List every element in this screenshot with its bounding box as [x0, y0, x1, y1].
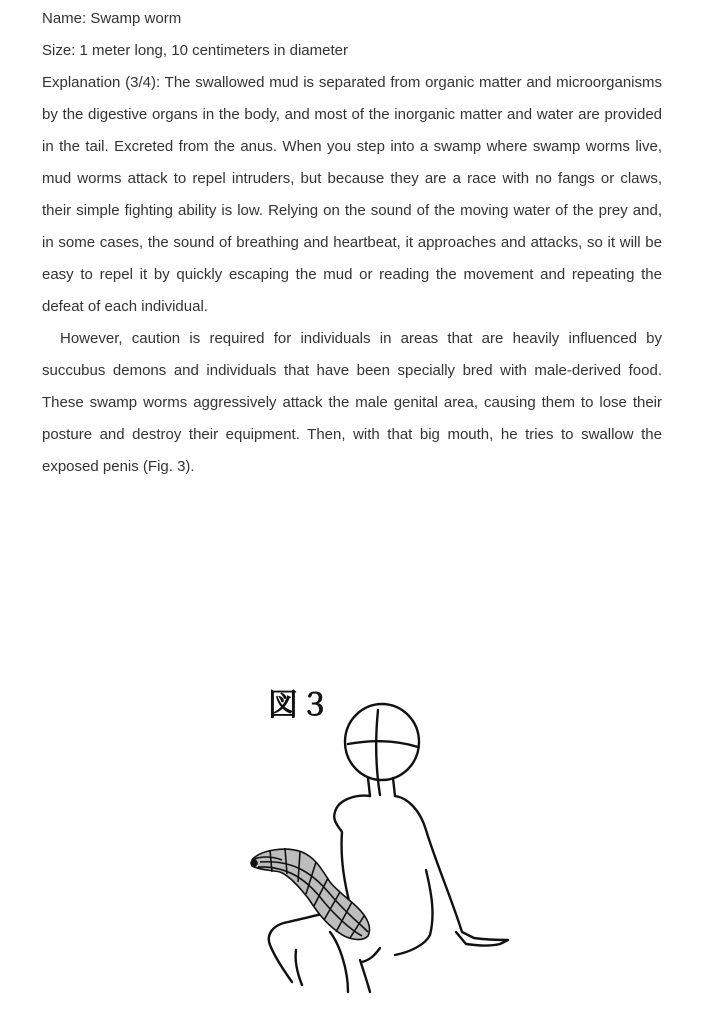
torso-left [334, 796, 370, 905]
figure-caption: 図３ [268, 688, 332, 723]
head-center-line [376, 710, 380, 795]
leg-back [330, 932, 348, 992]
torso-back [395, 870, 433, 955]
head-cross-line [348, 741, 418, 747]
size-line: Size: 1 meter long, 10 centimeters in diameter [42, 42, 348, 59]
document-body [42, 3, 662, 483]
swamp-worm [251, 848, 370, 939]
torso-right-arm [395, 796, 508, 946]
name-line: Name: Swamp worm [42, 10, 182, 27]
caution-paragraph: However, caution is required for individuals in areas that are heavily influenced by succubus demons and individuals that have been specially bred with male-derived food. These swamp worms aggressively attack the male genital area, causing them to lose their posture and destroy their equipment. Then, with that big mouth, he tries to swallow the exposed penis (Fig. 3). [42, 330, 662, 475]
figure-3 [230, 670, 530, 1010]
explanation-paragraph: Explanation (3/4): The swallowed mud is separated from organic matter and microorganisms by the digestive organs in the body, and most of the inorganic matter and water are provided in the tail. Excreted from the anus. When you step into a swamp where swamp worms live, mud worms attack to repel intruders, but because they are a race with no fangs or claws, their simple fighting ability is low. Relying on the sound of the moving water of the prey and, in some cases, the sound of breathing and heartbeat, it approaches and attacks, so it will be easy to repel it by quickly escaping the mud or reading the movement and repeating the defeat of each individual. [42, 74, 662, 315]
